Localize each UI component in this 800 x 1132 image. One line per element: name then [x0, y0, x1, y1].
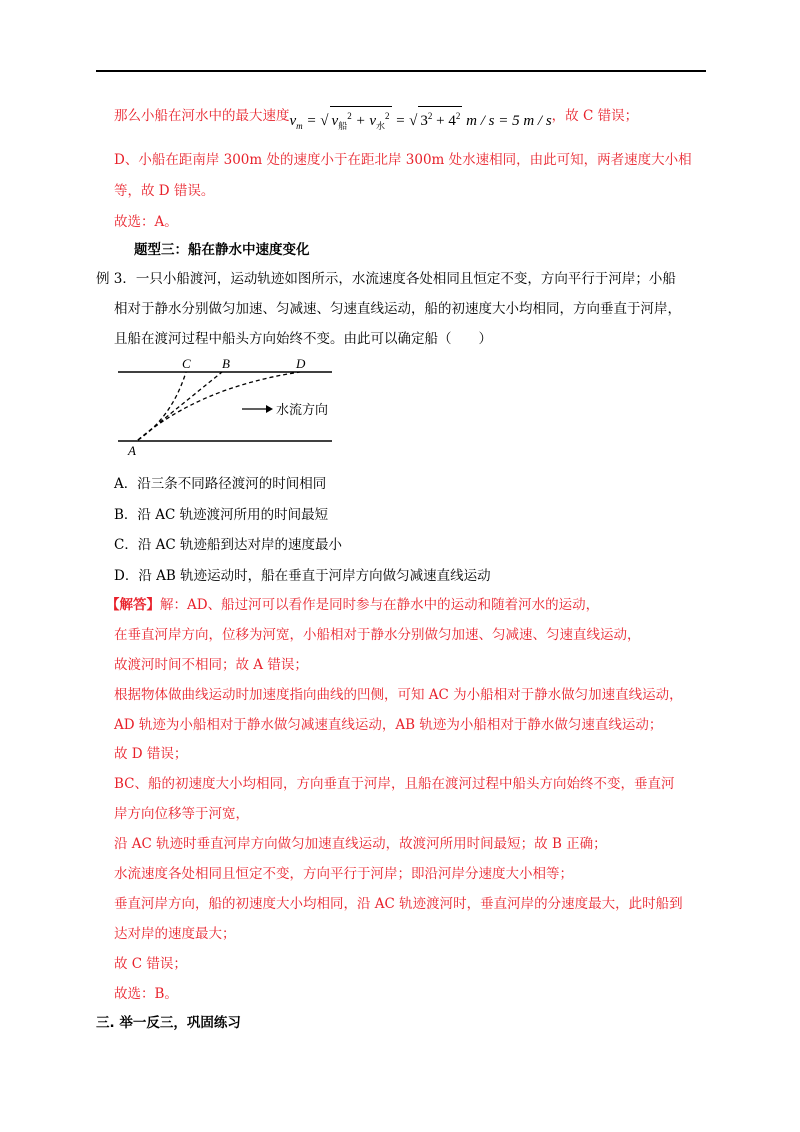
- answer-line-9: 沿 AC 轨迹时垂直河岸方向做匀加速直线运动，故渡河所用时间最短；故 B 正确；: [114, 836, 607, 852]
- option-a: A．沿三条不同路径渡河的时间相同: [114, 476, 327, 492]
- river-crossing-figure: [110, 357, 370, 457]
- header-rule: [96, 70, 706, 72]
- label-b: B: [222, 357, 230, 371]
- option-b: B．沿 AC 轨迹渡河所用的时间最短: [114, 507, 329, 523]
- prev-answer-line-2: D、小船在距南岸 300m 处的速度小于在距北岸 300m 处水速相同，由此可知，两者速度大小相: [114, 152, 692, 168]
- path-ac: [138, 372, 186, 440]
- next-section-title: 三. 举一反三，巩固练习: [96, 1015, 241, 1031]
- answer-line-4: 根据物体做曲线运动时加速度指向曲线的凹侧，可知 AC 为小船相对于静水做匀加速直线运动，: [114, 687, 683, 703]
- answer-line-11: 垂直河岸方向，船的初速度大小均相同，沿 AC 轨迹渡河时，垂直河岸的分速度最大，此时船到: [114, 896, 683, 912]
- prev-answer-end: ，故 C 错误；: [551, 108, 639, 124]
- answer-line-5: AD 轨迹为小船相对于静水做匀减速直线运动，AB 轨迹为小船相对于静水做匀速直线运动；: [114, 717, 663, 733]
- answer-line-8: 岸方向位移等于河宽，: [114, 806, 249, 822]
- label-d: D: [296, 357, 306, 371]
- prev-answer-line-4: 故选：A。: [114, 214, 178, 230]
- prev-answer-line-3: 等，故 D 错误。: [114, 183, 215, 199]
- answer-line-2: 在垂直河岸方向，位移为河宽，小船相对于静水分别做匀加速、匀减速、匀速直线运动，: [114, 627, 641, 643]
- answer-line-13: 故 C 错误；: [114, 956, 187, 972]
- label-a: A: [128, 443, 136, 457]
- label-c: C: [182, 357, 191, 371]
- question-line-3: 且船在渡河过程中船头方向始终不变。由此可以确定船（ ）: [114, 331, 492, 347]
- answer-line-12: 达对岸的速度最大；: [114, 926, 236, 942]
- answer-line-6: 故 D 错误；: [114, 746, 188, 762]
- max-speed-formula: $v_m$ = √ $v_船^2 + v_水^2$ = √ $3^2 + 4^2$ m / s = 5 m / s: [290, 113, 552, 129]
- option-d: D．沿 AB 轨迹运动时，船在垂直于河岸方向做匀减速直线运动: [114, 568, 491, 584]
- prev-answer-text: 那么小船在河水中的最大速度: [114, 108, 290, 124]
- question-line-1: 例 3．一只小船渡河，运动轨迹如图所示，水流速度各处相同且恒定不变，方向平行于河岸；小船: [96, 271, 676, 287]
- flow-arrow-icon: [266, 405, 273, 413]
- answer-line-7: BC、船的初速度大小均相同，方向垂直于河岸，且船在渡河过程中船头方向始终不变，垂直河: [114, 776, 675, 792]
- answer-line-1: 【解答】解：AD、船过河可以看作是同时参与在静水中的运动和随着河水的运动，: [106, 597, 600, 613]
- question-line-2: 相对于静水分别做匀加速、匀减速、匀速直线运动，船的初速度大小均相同，方向垂直于河岸，: [114, 301, 681, 317]
- answer-line-14: 故选：B。: [114, 986, 178, 1002]
- answer-tag: 【解答】: [106, 597, 160, 613]
- flow-direction-label: 水流方向: [276, 403, 329, 418]
- answer-line-3: 故渡河时间不相同；故 A 错误；: [114, 657, 308, 673]
- prev-answer-line-1: [114, 101, 638, 130]
- option-c: C．沿 AC 轨迹船到达对岸的速度最小: [114, 537, 342, 553]
- section-title: 题型三：船在静水中速度变化: [134, 242, 310, 258]
- answer-line-10: 水流速度各处相同且恒定不变，方向平行于河岸；即沿河岸分速度大小相等；: [114, 866, 573, 882]
